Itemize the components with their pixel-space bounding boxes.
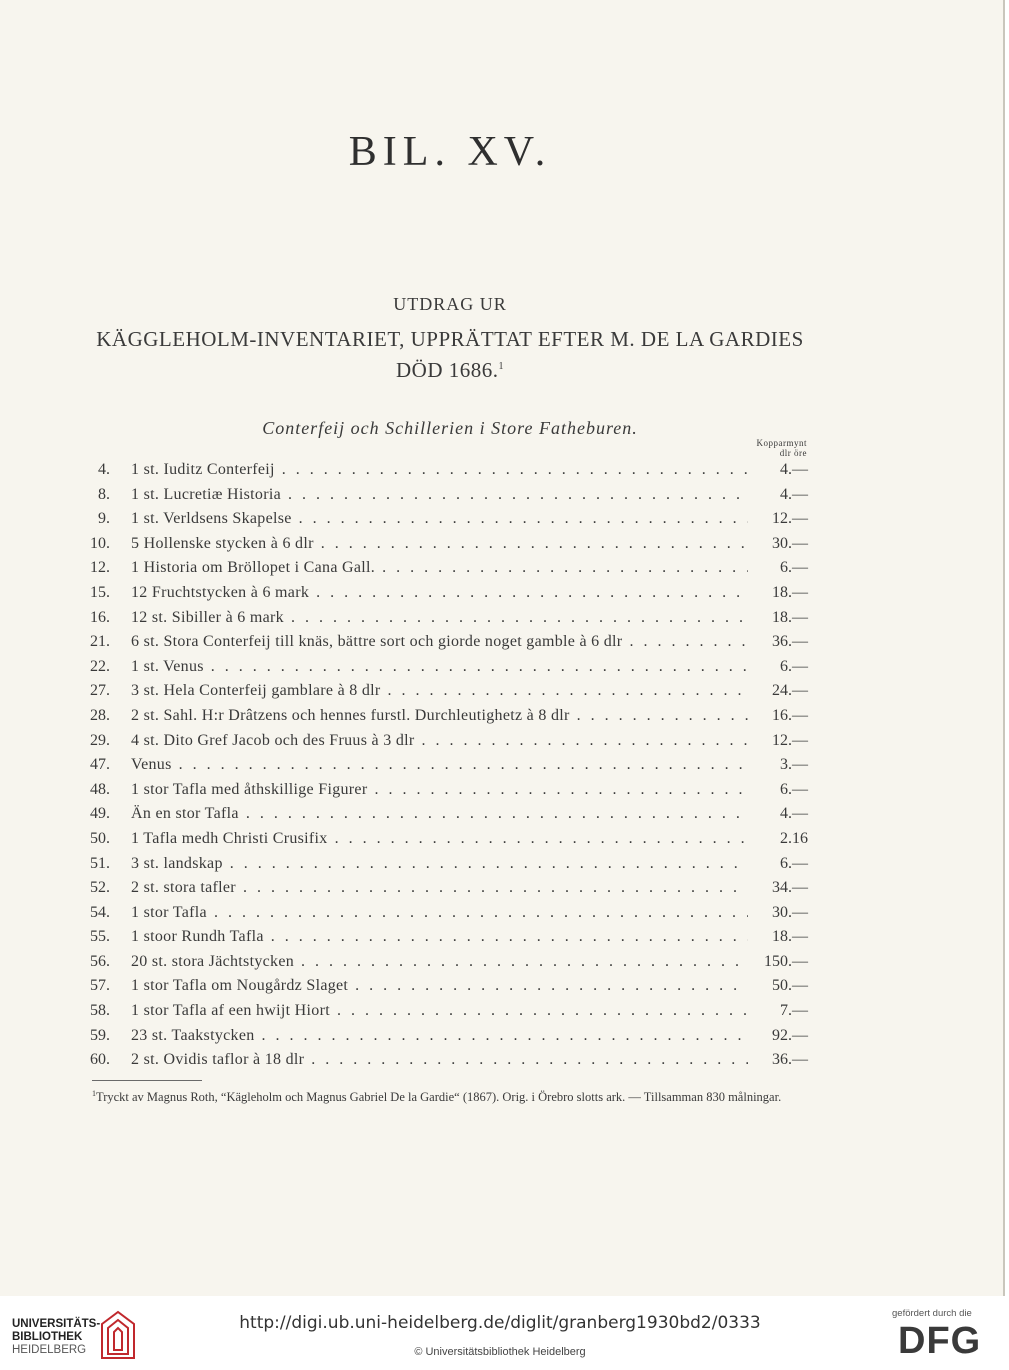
item-price: 6.—	[748, 556, 808, 581]
item-description: 12 Fruchtstycken à 6 mark . . .	[131, 581, 753, 606]
item-price: 50.—	[748, 974, 808, 999]
item-description: 1 st. Verldsens Skapelse . . .	[131, 507, 753, 532]
inventory-item	[80, 655, 808, 680]
item-number: 29.	[90, 731, 110, 749]
item-number: 58.	[90, 1002, 110, 1020]
item-number: 50.	[90, 829, 110, 847]
inventory-item	[80, 999, 808, 1024]
inventory-item	[80, 704, 808, 729]
inventory-item	[80, 827, 808, 852]
library-name-line3: HEIDELBERG	[12, 1344, 87, 1356]
inventory-item	[80, 606, 808, 631]
currency-header	[725, 438, 807, 458]
item-price: 6.—	[748, 778, 808, 803]
item-number: 27.	[90, 682, 110, 700]
item-price: 30.—	[748, 901, 808, 926]
footer-bar	[0, 1296, 1009, 1370]
item-number: 56.	[90, 952, 110, 970]
item-description: 1 Historia om Bröllopet i Cana Gall. . . .	[131, 556, 753, 581]
currency-units: dlr öre	[779, 448, 807, 458]
item-number: 28.	[90, 706, 110, 724]
inventory-item	[80, 1024, 808, 1049]
inventory-item	[80, 876, 808, 901]
currency-label: Kopparmynt	[756, 438, 807, 448]
inventory-list	[80, 458, 808, 1073]
item-description: 1 stoor Rundh Tafla . . .	[131, 925, 753, 950]
library-name-line2: BIBLIOTHEK	[12, 1331, 83, 1343]
dfg-logo[interactable]: DFG	[898, 1320, 982, 1362]
item-price: 4.—	[748, 483, 808, 508]
item-price: 18.—	[748, 606, 808, 631]
appendix-heading: BIL. XV.	[348, 129, 552, 175]
item-price: 18.—	[748, 925, 808, 950]
item-price: 12.—	[748, 507, 808, 532]
item-number: 54.	[90, 903, 110, 921]
item-number: 59.	[90, 1026, 110, 1044]
item-price: 6.—	[748, 852, 808, 877]
item-price: 4.—	[748, 802, 808, 827]
library-logo[interactable]	[12, 1318, 100, 1357]
item-price: 12.—	[748, 729, 808, 754]
item-description: 1 stor Tafla af een hwijt Hiort . . .	[131, 999, 753, 1024]
item-price: 36.—	[748, 1048, 808, 1073]
item-description: 1 st. Venus . . .	[131, 655, 753, 680]
inventory-item	[80, 483, 808, 508]
footnote-rule	[92, 1080, 202, 1081]
inventory-item	[80, 458, 808, 483]
item-description: 6 st. Stora Conterfeij till knäs, bättre sort och giorde noget gamble à 6 dlr . . .	[131, 630, 753, 655]
inventory-title-text: KÄGGLEHOLM-INVENTARIET, UPPRÄTTAT EFTER M. DE LA GARDIES DÖD 1686.	[96, 327, 804, 382]
excerpt-label: UTDRAG UR	[393, 294, 507, 314]
item-price: 6.—	[748, 655, 808, 680]
item-price: 4.—	[748, 458, 808, 483]
inventory-item	[80, 950, 808, 975]
funding-label: gefördert durch die	[892, 1308, 972, 1319]
item-description: 1 Tafla medh Christi Crusifix . . .	[131, 827, 753, 852]
inventory-item	[80, 507, 808, 532]
item-price: 24.—	[748, 679, 808, 704]
inventory-item	[80, 556, 808, 581]
item-number: 9.	[98, 510, 110, 528]
permalink-url[interactable]: http://digi.ub.uni-heidelberg.de/diglit/granberg1930bd2/0333	[239, 1313, 761, 1333]
item-description: 23 st. Taakstycken . . .	[131, 1024, 753, 1049]
inventory-item	[80, 729, 808, 754]
inventory-item	[80, 778, 808, 803]
item-description: 20 st. stora Jächtstycken . . .	[131, 950, 753, 975]
item-description: Venus . . .	[131, 753, 753, 778]
item-description: 3 st. landskap . . .	[131, 852, 753, 877]
item-description: 3 st. Hela Conterfeij gamblare à 8 dlr . . .	[131, 679, 753, 704]
item-description: 1 st. Iuditz Conterfeij . . .	[131, 458, 753, 483]
item-number: 60.	[90, 1051, 110, 1069]
inventory-item	[80, 901, 808, 926]
item-price: 150.—	[748, 950, 808, 975]
inventory-item	[80, 753, 808, 778]
item-number: 12.	[90, 559, 110, 577]
item-description: 4 st. Dito Gref Jacob och des Fruus à 3 dlr . . .	[131, 729, 753, 754]
inventory-item	[80, 974, 808, 999]
item-price: 30.—	[748, 532, 808, 557]
item-description: 1 stor Tafla . . .	[131, 901, 753, 926]
title-footnote-mark: 1	[498, 361, 504, 372]
item-number: 55.	[90, 928, 110, 946]
inventory-item	[80, 532, 808, 557]
item-number: 21.	[90, 633, 110, 651]
section-subtitle: Conterfeij och Schillerien i Store Fatheburen.	[262, 418, 638, 438]
item-price: 92.—	[748, 1024, 808, 1049]
item-description: 1 stor Tafla om Nougårdz Slaget . . .	[131, 974, 753, 999]
item-number: 8.	[98, 485, 110, 503]
footnote	[80, 1084, 808, 1107]
item-number: 15.	[90, 583, 110, 601]
library-emblem-icon	[98, 1306, 138, 1362]
item-number: 4.	[98, 461, 110, 478]
item-price: 18.—	[748, 581, 808, 606]
inventory-item	[80, 852, 808, 877]
inventory-item	[80, 630, 808, 655]
item-number: 57.	[90, 977, 110, 995]
item-number: 16.	[90, 608, 110, 626]
item-number: 47.	[90, 756, 110, 774]
item-number: 22.	[90, 657, 110, 675]
item-description: 2 st. Sahl. H:r Drâtzens och hennes furstl. Durchleutighetz à 8 dlr . . .	[131, 704, 753, 729]
item-description: 1 st. Lucretiæ Historia . . .	[131, 483, 753, 508]
item-price: 34.—	[748, 876, 808, 901]
item-number: 48.	[90, 780, 110, 798]
inventory-item	[80, 802, 808, 827]
item-number: 52.	[90, 879, 110, 897]
inventory-item	[80, 1048, 808, 1073]
inventory-title	[90, 325, 810, 384]
item-description: 2 st. stora tafler . . .	[131, 876, 753, 901]
item-number: 49.	[90, 805, 110, 823]
footnote-mark: 1	[92, 1089, 96, 1098]
item-description: 1 stor Tafla med åthskillige Figurer . . .	[131, 778, 753, 803]
library-name-line1: UNIVERSITÄTS-	[12, 1318, 101, 1330]
inventory-item	[80, 679, 808, 704]
item-price: 16.—	[748, 704, 808, 729]
item-price: 7.—	[748, 999, 808, 1024]
inventory-item	[80, 925, 808, 950]
item-price: 36.—	[748, 630, 808, 655]
item-price: 2.16	[748, 827, 808, 852]
item-price: 3.—	[748, 753, 808, 778]
item-number: 10.	[90, 534, 110, 552]
copyright-notice: © Universitätsbibliothek Heidelberg	[414, 1346, 586, 1358]
item-description: Än en stor Tafla . . .	[131, 802, 753, 827]
item-description: 5 Hollenske stycken à 6 dlr . . .	[131, 532, 753, 557]
item-number: 51.	[90, 854, 110, 872]
item-description: 12 st. Sibiller à 6 mark . . .	[131, 606, 753, 631]
item-description: 2 st. Ovidis taflor à 18 dlr . . .	[131, 1048, 753, 1073]
inventory-item	[80, 581, 808, 606]
footnote-text: Tryckt av Magnus Roth, “Kägleholm och Magnus Gabriel De la Gardie“ (1867). Orig. i Örebro slotts ark. — Tillsamman 830 målningar.	[96, 1090, 782, 1105]
